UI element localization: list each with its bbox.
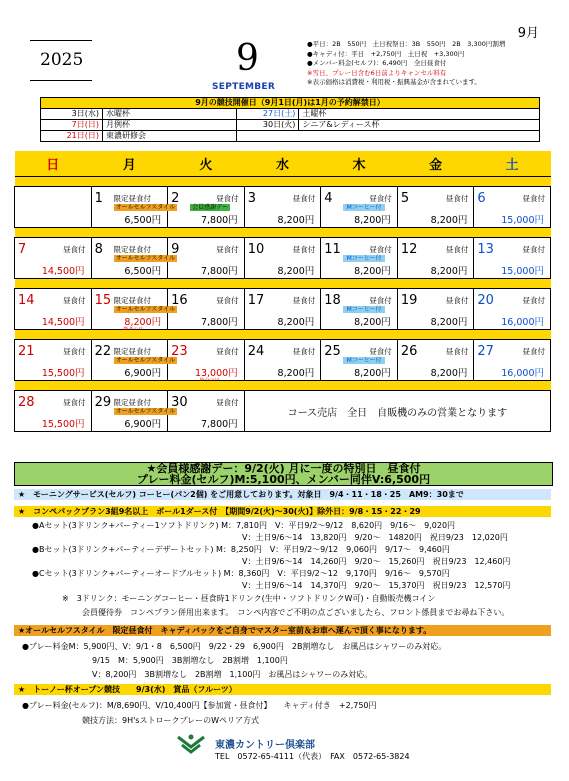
price: 6,900円 — [124, 419, 162, 430]
price: 8,200円 — [124, 317, 162, 328]
meal-label: 昼食付 — [522, 296, 545, 305]
day-number: 28 — [18, 395, 35, 410]
day-number: 17 — [247, 293, 265, 308]
price: 13,000円 — [194, 368, 238, 379]
week-row — [15, 391, 551, 432]
day-cell — [168, 289, 245, 330]
day-number: 10 — [247, 242, 265, 257]
meal-label: 限定昼食付 — [113, 398, 152, 407]
event-name: 東濃研修会 — [103, 131, 237, 142]
day-cell — [244, 238, 321, 279]
price: 14,500円 — [41, 317, 85, 328]
weekday-2: 火 — [168, 151, 245, 177]
price: 8,200円 — [277, 317, 315, 328]
meal-label: 限定昼食付 — [113, 347, 152, 356]
compe-line: ●Cセット(3ドリンク+パーティーオードブルセット) M：8,360円 V：平日9/2～12 9,170円 9/16～ 9,570円 — [32, 569, 450, 578]
event-name: 水曜杯 — [103, 109, 237, 120]
meal-label: 限定昼食付 — [113, 245, 152, 254]
price: 15,000円 — [501, 266, 544, 277]
meal-label: 昼食付 — [445, 347, 469, 356]
price: 15,000円 — [501, 215, 544, 226]
day-cell — [397, 238, 474, 279]
member-thanks-banner — [14, 462, 553, 486]
plan-tag: オールセルフスタイル — [115, 255, 176, 262]
day-cell — [15, 289, 92, 330]
day-cell — [15, 391, 92, 432]
shop-notice: コース売店 全日 自販機のみの営業となります — [244, 391, 550, 432]
week-separator — [15, 381, 551, 391]
allself-line: V：8,200円 3B割増なし 2B割増 1,100円 お風呂はシャワーのみ対応。 — [92, 670, 373, 679]
week-separator — [15, 228, 551, 238]
weekday-6: 土 — [474, 151, 551, 177]
note-line: ●平日：2B 550円 土日祝祭日：3B 550円 2B 3,300円割増 — [307, 40, 506, 48]
event-empty — [237, 131, 540, 142]
day-cell — [91, 289, 176, 330]
day-cell — [91, 340, 176, 381]
tournament-line: ●プレー料金(セルフ)：M/8,690円、V/10,400円【参加賞・昼食付】 キャディ付き +2,750円 — [22, 701, 377, 710]
day-cell — [474, 340, 551, 381]
weekday-4: 木 — [321, 151, 398, 177]
price: 8,200円 — [277, 215, 315, 226]
day-cell — [91, 391, 176, 432]
day-number: 3 — [247, 191, 256, 206]
day-cell — [15, 238, 92, 279]
price: 8,200円 — [430, 317, 468, 328]
day-number: 20 — [477, 293, 494, 308]
meal-label: 昼食付 — [216, 245, 239, 254]
price: 8,200円 — [277, 266, 315, 277]
day-cell — [91, 187, 176, 228]
compe-line: V：土日9/6～14 13,820円 9/20～ 14820円 祝日9/23 12,020円 — [242, 533, 508, 542]
meal-label: 昼食付 — [292, 296, 316, 305]
year: 2025 — [40, 50, 84, 70]
weekday-5: 金 — [397, 151, 474, 177]
day-cell — [168, 391, 245, 432]
compe-title: ★ コンペパックプラン3組9名以上 ボール1ダース付 【期間9/2(火)～30(火)】除外日：9/8・15・22・29 — [14, 506, 551, 517]
separator-cell — [15, 228, 551, 238]
header-rule-top — [30, 40, 92, 41]
day-number: 12 — [400, 242, 418, 257]
day-cell — [321, 187, 398, 228]
day-number: 8 — [94, 242, 103, 257]
meal-label: 昼食付 — [292, 194, 316, 203]
week-separator — [15, 330, 551, 340]
day-number: 6 — [477, 191, 486, 206]
day-cell — [244, 187, 321, 228]
day-number: 13 — [477, 242, 494, 257]
week-row — [15, 187, 551, 228]
month-number: 9 — [236, 38, 259, 79]
day-cell — [168, 238, 245, 279]
week-separator — [15, 279, 551, 289]
month-english: SEPTEMBER — [212, 82, 276, 92]
tournament-line: 競技方法：9H'sストロークプレーのWペリア方式 — [82, 716, 260, 725]
price: 7,800円 — [200, 317, 238, 328]
day-cell — [244, 289, 321, 330]
plan-tag: オールセルフスタイル — [115, 408, 176, 415]
event-date: 30日(火) — [237, 120, 299, 131]
day-number: 4 — [324, 191, 333, 206]
plan-tag: Mコーヒー付 — [343, 357, 385, 364]
day-number: 18 — [324, 293, 341, 308]
day-cell — [244, 340, 321, 381]
day-number: 15 — [94, 293, 112, 308]
day-number: 27 — [477, 344, 494, 359]
day-cell — [168, 340, 245, 381]
pricing-notes — [307, 40, 505, 88]
day-number: 29 — [94, 395, 112, 410]
day-cell — [168, 187, 245, 228]
compe-line: ●Aセット(3ドリンク+パーティー1ソフトドリンク) M：7,810円 V：平日9/2～9/12 8,620円 9/16～ 9,020円 — [32, 521, 456, 530]
club-name: 東濃カントリー倶楽部 — [215, 740, 315, 751]
month-label-top: 9月 — [517, 26, 539, 41]
day-number: 25 — [324, 344, 341, 359]
note-line: ●キャディ付：平日 +2,750円 土日祝 +3,300円 — [307, 49, 465, 58]
day-number: 22 — [94, 344, 112, 359]
meal-label: 昼食付 — [63, 347, 86, 356]
weekday-0: 日 — [15, 151, 92, 177]
compe-note: 会員優待券 コンペプラン併用出来ます。 コンペ内容でご不明の点ございましたら、フロント係員までお尋ね下さい。 — [82, 608, 510, 617]
event-name: シニア&レディース杯 — [299, 120, 540, 131]
day-number: 14 — [18, 293, 35, 308]
price: 6,500円 — [124, 215, 162, 226]
weekday-3: 水 — [244, 151, 321, 177]
price: 7,800円 — [200, 215, 238, 226]
note-cancel: ※雪日、プレー日含む6日前よりキャンセル料有 — [307, 68, 447, 77]
meal-label: 昼食付 — [292, 347, 316, 356]
meal-label: 昼食付 — [445, 245, 469, 254]
meal-label: 昼食付 — [216, 347, 239, 356]
meal-label: 昼食付 — [63, 296, 86, 305]
club-contact: TEL 0572-65-4111（代表） FAX 0572-65-3824 — [215, 752, 410, 761]
note-line: ●メンバー料金(セルフ)：6,490円 全日昼食付 — [307, 59, 447, 67]
day-number: 26 — [400, 344, 418, 359]
plan-tag: 会員感謝デー — [192, 204, 229, 211]
price: 8,200円 — [354, 317, 391, 328]
week-row — [15, 340, 551, 381]
day-cell — [91, 238, 176, 279]
meal-label: 昼食付 — [445, 296, 469, 305]
price: 7,800円 — [200, 266, 238, 277]
event-name: 土曜杯 — [299, 109, 540, 120]
day-number: 19 — [400, 293, 418, 308]
allself-title: ★オールセルフスタイル 限定昼食付 キャディバックをご自身でマスター室前＆お車へ運んで頂く事になります。 — [14, 625, 551, 636]
events-table — [40, 97, 540, 142]
day-number: 7 — [18, 242, 27, 257]
price: 16,000円 — [501, 317, 544, 328]
event-date: 27日(土) — [237, 109, 299, 120]
day-cell — [397, 187, 474, 228]
banner-line2: プレー料金(セルフ)M:5,100円、メンバー同伴V:6,500円 — [136, 473, 431, 486]
note-tax: ※表示価格は消費税・利用税・振興基金が含まれています。 — [307, 78, 481, 86]
header-rule-bottom — [30, 80, 92, 81]
day-cell — [397, 340, 474, 381]
compe-line: V：土日9/6～14 14,370円 9/20～ 15,370円 祝日9/23 12,570円 — [242, 581, 511, 590]
plan-tag: オールセルフスタイル — [115, 204, 176, 211]
price: 6,500円 — [124, 266, 162, 277]
plan-tag: Mコーヒー付 — [343, 306, 385, 313]
meal-label: 昼食付 — [522, 194, 545, 203]
day-cell — [15, 340, 92, 381]
day-cell — [397, 289, 474, 330]
plan-tag: オールセルフスタイル — [115, 357, 176, 364]
day-number: 24 — [247, 344, 265, 359]
compe-line: V：土日9/6～14 14,260円 9/20～ 15,260円 祝日9/23 12,460円 — [242, 557, 511, 566]
plan-tag: Mコーヒー付 — [343, 255, 385, 262]
day-number: 5 — [400, 191, 410, 206]
meal-label: 昼食付 — [369, 347, 392, 356]
day-number: 30 — [171, 395, 188, 410]
price: 15,500円 — [41, 368, 85, 379]
price: 8,200円 — [354, 215, 391, 226]
day-cell — [321, 238, 398, 279]
tournament-title: ★ トーノー杯オープン競技 9/3(水) 賞品（フルーツ） — [14, 684, 551, 695]
price: 15,500円 — [41, 419, 85, 430]
day-number: 21 — [18, 344, 35, 359]
weekday-header — [15, 151, 551, 177]
meal-label: 昼食付 — [522, 245, 545, 254]
price: 8,200円 — [430, 266, 468, 277]
price: 8,200円 — [430, 215, 468, 226]
separator-cell — [15, 330, 551, 340]
price: 8,200円 — [277, 368, 315, 379]
allself-line: ●プレー料金M：5,900円、V：9/1・8 6,500円 9/22・29 6,900円 2B割増なし お風呂はシャワーのみ対応。 — [22, 642, 447, 651]
day-number: 1 — [94, 191, 103, 206]
calendar — [14, 151, 551, 432]
day-cell — [321, 340, 398, 381]
event-name: 月例杯 — [103, 120, 237, 131]
compe-note: ※ 3ドリンク：モーニングコーヒー・昼食時1ドリンク(生中・ソフトドリンクW可)・自動販売機コイン — [62, 594, 436, 603]
meal-label: 限定昼食付 — [113, 194, 152, 203]
separator-cell — [15, 279, 551, 289]
price: 7,800円 — [200, 419, 238, 430]
separator-cell — [15, 177, 551, 187]
price: 16,000円 — [501, 368, 544, 379]
price: 8,200円 — [354, 368, 391, 379]
club-logo-icon — [176, 733, 206, 755]
price: 6,900円 — [124, 368, 162, 379]
day-cell — [474, 187, 551, 228]
compe-line: ●Bセット(3ドリンク+パーティーデザートセット) M：8,250円 V：平日9/2～9/12 9,060円 9/17～ 9,460円 — [32, 545, 450, 554]
day-number: 23 — [171, 344, 188, 359]
meal-label: 昼食付 — [445, 194, 469, 203]
price: 8,200円 — [354, 266, 391, 277]
meal-label: 昼食付 — [63, 245, 86, 254]
separator-cell — [15, 381, 551, 391]
meal-label: 昼食付 — [369, 296, 392, 305]
events-title: 9月の競技開催日（9月1日(月)は1月の予約解禁日） — [41, 98, 540, 109]
meal-label: 昼食付 — [522, 347, 545, 356]
week-row — [15, 289, 551, 330]
event-date: 21日(日) — [41, 131, 103, 142]
meal-label: 昼食付 — [369, 194, 392, 203]
price: 8,200円 — [430, 368, 468, 379]
week-row — [15, 238, 551, 279]
banner-line1: ★会員様感謝デー：9/2(火) 月に一度の特別日 昼食付 — [146, 462, 421, 475]
day-number: 16 — [171, 293, 188, 308]
meal-label: 昼食付 — [216, 398, 239, 407]
plan-tag: Mコーヒー付 — [343, 204, 385, 211]
weekday-1: 月 — [91, 151, 168, 177]
meal-label: 昼食付 — [216, 194, 239, 203]
day-number: 9 — [171, 242, 180, 257]
meal-label: 昼食付 — [369, 245, 392, 254]
meal-label: 限定昼食付 — [113, 296, 152, 305]
morning-service-bar: ★ モーニングサービス(セルフ) コーヒー(パン2個) をご用意しております。対象日 9/4・11・18・25 AM9：30まで — [14, 489, 551, 500]
meal-label: 昼食付 — [292, 245, 316, 254]
day-number: 2 — [171, 191, 180, 206]
event-date: 3日(水) — [41, 109, 103, 120]
event-date: 7日(日) — [41, 120, 103, 131]
plan-tag: オールセルフスタイル — [115, 306, 176, 313]
price: 14,500円 — [41, 266, 85, 277]
week-separator — [15, 177, 551, 187]
day-cell — [15, 187, 92, 228]
day-cell — [321, 289, 398, 330]
meal-label: 昼食付 — [216, 296, 239, 305]
day-cell — [474, 238, 551, 279]
allself-line: 9/15 M：5,900円 3B割増なし 2B割増 1,100円 — [92, 656, 288, 665]
day-number: 11 — [324, 242, 341, 257]
day-cell — [474, 289, 551, 330]
meal-label: 昼食付 — [63, 398, 86, 407]
